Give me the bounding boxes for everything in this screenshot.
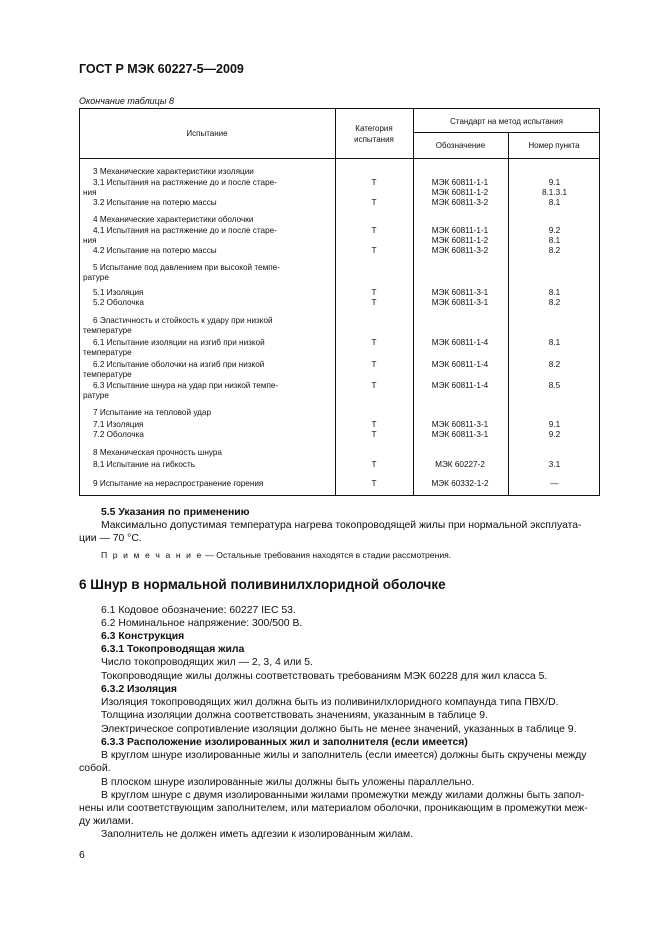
row-designation: МЭК 60811-3-1 [431, 288, 489, 297]
row-designation: МЭК 60811-3-2 [431, 198, 489, 207]
row-designation: МЭК 60811-1-4 [431, 338, 489, 347]
row-designation: МЭК 60811-1-2 [431, 188, 489, 197]
row-test-name: 9 Испытание на нераспространение горения [93, 479, 264, 488]
row-designation: МЭК 60811-3-1 [431, 420, 489, 429]
row-test-name: 3.1 Испытания на растяжение до и после старе- [93, 178, 277, 187]
row-test-name: ратуре [83, 391, 109, 400]
header-category-line2: испытания [354, 135, 394, 144]
row-category: Т [371, 479, 377, 488]
row-test-name: 4.1 Испытания на растяжение до и после старе- [93, 226, 277, 235]
row-test-name: 4 Механические характеристики оболочки [93, 215, 254, 224]
row-designation: МЭК 60811-1-1 [431, 178, 489, 187]
row-designation: МЭК 60811-1-2 [431, 236, 489, 245]
text-6-3-1-b: Токопроводящие жилы должны соответствовать требованиям МЭК 60228 для жил класса 5. [101, 671, 548, 682]
row-test-name: 7.2 Оболочка [93, 430, 144, 439]
text-6-3-3-d: Заполнитель не должен иметь адгезии к изолированным жилам. [101, 829, 414, 840]
row-test-name: 5 Испытание под давлением при высокой темпе- [93, 263, 280, 272]
text-6-3-3-c-line3: ду жилами. [79, 816, 134, 827]
section-5-5-title: 5.5 Указания по применению [101, 507, 250, 518]
row-designation: МЭК 60811-1-1 [431, 226, 489, 235]
row-test-name: температуре [83, 326, 132, 335]
text-6-3-2-b: Толщина изоляции должна соответствовать значениям, указанным в таблице 9. [101, 710, 488, 721]
heading-6-3-2: 6.3.2 Изоляция [101, 684, 177, 695]
note-label: П р и м е ч а н и е [101, 550, 203, 560]
row-test-name: 7 Испытание на тепловой удар [93, 408, 212, 417]
row-designation: МЭК 60227-2 [435, 460, 485, 469]
page-number: 6 [79, 850, 85, 861]
test-table [79, 108, 600, 496]
header-category-line1: Категория [355, 124, 393, 133]
row-clause: 9.1 [548, 178, 561, 187]
row-test-name: 6.2 Испытание оболочки на изгиб при низкой [93, 360, 265, 369]
table-border-top [79, 108, 600, 109]
row-clause: 8.2 [548, 360, 561, 369]
row-test-name: 5.2 Оболочка [93, 298, 144, 307]
document-header: ГОСТ Р МЭК 60227-5—2009 [79, 62, 244, 76]
section-5-5-text-line2: ции — 70 °С. [79, 533, 142, 544]
row-clause: 8.2 [548, 246, 561, 255]
row-test-name: ратуре [83, 273, 109, 282]
row-clause: 9.1 [548, 420, 561, 429]
text-6-3-3-c-line2: нены или соответствующим заполнителем, или материалом оболочки, проникающим в промежутки меж- [79, 803, 588, 814]
text-6-3-3-b: В плоском шнуре изолированные жилы должны быть уложены параллельно. [101, 777, 475, 788]
text-6-3-2-a: Изоляция токопроводящих жил должна быть из поливинилхлоридного компаунда типа ПВХ/D. [101, 697, 559, 708]
header-designation: Обозначение [435, 141, 486, 150]
row-designation: МЭК 60811-1-4 [431, 381, 489, 390]
row-category: Т [371, 298, 377, 307]
row-designation: МЭК 60811-3-1 [431, 298, 489, 307]
row-test-name: 3.2 Испытание на потерю массы [93, 198, 217, 207]
row-category: Т [371, 226, 377, 235]
row-test-name: температуре [83, 348, 132, 357]
row-designation: МЭК 60332-1-2 [431, 479, 489, 488]
row-category: Т [371, 288, 377, 297]
row-category: Т [371, 420, 377, 429]
row-test-name: 8.1 Испытание на гибкость [93, 460, 196, 469]
row-clause: — [550, 479, 559, 488]
row-category: Т [371, 430, 377, 439]
row-category: Т [371, 178, 377, 187]
heading-6-3: 6.3 Конструкция [101, 631, 185, 642]
item-6-1: 6.1 Кодовое обозначение: 60227 IEC 53. [101, 605, 296, 616]
row-clause: 8.1 [548, 198, 561, 207]
row-clause: 8.2 [548, 298, 561, 307]
section-6-title: 6 Шнур в нормальной поливинилхлоридной оболочке [79, 577, 446, 592]
row-clause: 8.1 [548, 236, 561, 245]
row-clause: 8.5 [548, 381, 561, 390]
header-standard: Стандарт на метод испытания [450, 117, 563, 126]
row-clause: 9.2 [548, 430, 561, 439]
text-6-3-1-a: Число токопроводящих жил — 2, 3, 4 или 5. [101, 657, 313, 668]
row-test-name: 7.1 Изоляция [93, 420, 144, 429]
section-5-5-note [101, 550, 451, 560]
table-subheader-line [413, 132, 600, 133]
text-6-3-2-c: Электрическое сопротивление изоляции должно быть не менее значений, указанных в таблице 9. [101, 724, 577, 735]
text-6-3-3-a-line1: В круглом шнуре изолированные жилы и заполнитель (если имеется) должны быть скручены между [101, 750, 587, 761]
row-designation: МЭК 60811-3-1 [431, 430, 489, 439]
table-caption: Окончание таблицы 8 [79, 96, 174, 106]
header-clause: Номер пункта [528, 141, 580, 150]
section-5-5-text-line1: Максимально допустимая температура нагрева токопроводящей жилы при нормальной эксплуата- [101, 520, 582, 531]
item-6-2: 6.2 Номинальное напряжение: 300/500 В. [101, 618, 303, 629]
row-clause: 3.1 [548, 460, 561, 469]
text-6-3-3-c-line1: В круглом шнуре с двумя изолированными жилами промежутки между жилами должны быть запол- [101, 790, 585, 801]
note-text: — Остальные требования находятся в стадии рассмотрения. [202, 550, 452, 560]
row-category: Т [371, 360, 377, 369]
row-test-name: 6.1 Испытание изоляции на изгиб при низкой [93, 338, 265, 347]
heading-6-3-3: 6.3.3 Расположение изолированных жил и заполнителя (если имеется) [101, 737, 468, 748]
row-clause: 9.2 [548, 226, 561, 235]
row-category: Т [371, 460, 377, 469]
row-clause: 8.1 [548, 288, 561, 297]
row-category: Т [371, 246, 377, 255]
header-test: Испытание [186, 129, 228, 138]
table-header-line [79, 158, 600, 159]
row-test-name: 6 Эластичность и стойкость к удару при низкой [93, 316, 273, 325]
row-test-name: 5.1 Изоляция [93, 288, 144, 297]
row-designation: МЭК 60811-1-4 [431, 360, 489, 369]
row-designation: МЭК 60811-3-2 [431, 246, 489, 255]
row-test-name: 8 Механическая прочность шнура [93, 448, 222, 457]
heading-6-3-1: 6.3.1 Токопроводящая жила [101, 644, 245, 655]
table-border-bottom [79, 495, 600, 496]
row-test-name: температуре [83, 370, 132, 379]
row-test-name: ния [83, 188, 97, 197]
row-category: Т [371, 381, 377, 390]
row-test-name: ния [83, 236, 97, 245]
row-clause: 8.1.3.1 [541, 188, 568, 197]
text-6-3-3-a-line2: собой. [79, 763, 111, 774]
row-test-name: 4.2 Испытание на потерю массы [93, 246, 217, 255]
row-category: Т [371, 198, 377, 207]
row-test-name: 6.3 Испытание шнура на удар при низкой темпе- [93, 381, 279, 390]
row-clause: 8.1 [548, 338, 561, 347]
row-category: Т [371, 338, 377, 347]
row-test-name: 3 Механические характеристики изоляции [93, 167, 254, 176]
table-border-left [79, 108, 80, 496]
